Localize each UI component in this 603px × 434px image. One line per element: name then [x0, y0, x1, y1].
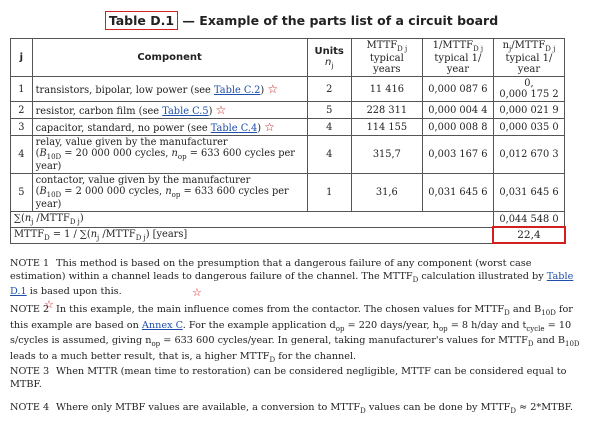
table-row: [11, 77, 565, 102]
note-3: NOTE 3 When MTTR (mean time to restoration) can be considered negligible, MTTF can be considered equal to MTBF.: [10, 366, 567, 390]
col-mttf: $MTTF_{D j}$ typical years: [351, 39, 422, 77]
cell-mttf: 114 155: [351, 119, 422, 136]
table-row: [11, 102, 565, 119]
cell-j: 2: [11, 102, 33, 119]
cell-units: 5: [307, 102, 351, 119]
star-icon: ☆: [192, 286, 202, 299]
cell-units: 4: [307, 136, 351, 174]
cell-mttf: 315,7: [351, 136, 422, 174]
cell-mttf: 228 311: [351, 102, 422, 119]
result-label: $MTTF_D = 1 / \sum(n_j$ $/MTTF_{D j}$) [years]: [11, 227, 494, 243]
col-ratio: $n_j/MTTF_{D j}$ typical 1/ year: [493, 39, 564, 77]
cell-ratio: 0,031 645 6: [493, 173, 564, 211]
star-icon: ☆: [264, 120, 275, 134]
note-1: NOTE 1 This method is based on the presumption that a dangerous failure of any component (worst case estimation) within a channel leads to dangerous failure of the channel. The $MTTF_D$ calculation illustrated by Table D.1 is based upon this.: [10, 258, 574, 298]
cell-ratio: 0,000 021 9: [493, 102, 564, 119]
star-icon: ☆: [44, 298, 54, 311]
cell-j: 4: [11, 136, 33, 174]
cell-j: 1: [11, 77, 33, 102]
cell-ratio: 0,012 670 3: [493, 136, 564, 174]
cell-inverse: 0,000 004 4: [422, 102, 493, 119]
table-row: [11, 136, 565, 174]
sum-label: $\sum(n_j$ $/MTTF_{D j}$): [11, 211, 494, 227]
col-units: Units $n_j$: [307, 39, 351, 77]
cell-component: capacitor, standard, no power (see Table C.4) ☆: [32, 119, 307, 136]
note-table-link[interactable]: Table D.1: [10, 270, 574, 298]
cell-mttf: 31,6: [351, 173, 422, 211]
cell-ratio: 0,000 035 0: [493, 119, 564, 136]
table-link[interactable]: Table C.5: [162, 106, 209, 117]
cell-ratio: 0, 0,000 175 2: [493, 77, 564, 102]
cell-inverse: 0,003 167 6: [422, 136, 493, 174]
annex-link[interactable]: Annex C: [141, 319, 183, 331]
table-row: [11, 119, 565, 136]
table-title: [0, 11, 603, 30]
cell-component: resistor, carbon film (see Table C.5) ☆: [32, 102, 307, 119]
cell-component: transistors, bipolar, low power (see Table C.2) ☆: [32, 77, 307, 102]
cell-j: 3: [11, 119, 33, 136]
table-link[interactable]: Table C.4: [210, 123, 258, 134]
cell-component: relay, value given by the manufacturer ($B_{10D} = 20$ 000 000 cycles, $n_{op} = 633$ 600 cycles per year): [32, 136, 307, 174]
table-link[interactable]: Table C.2: [213, 85, 261, 96]
col-inverse: $1/MTTF_{D j}$ typical 1/ year: [422, 39, 493, 77]
note-4: NOTE 4 Where only MTBF values are available, a conversion to $MTTF_D$ values can be done by $MTTF_D$ ≈ 2*MTBF.: [10, 402, 574, 415]
header-row: [11, 39, 565, 77]
col-j: j: [11, 39, 33, 77]
star-icon: ☆: [267, 82, 279, 96]
result-value[interactable]: 22,4: [493, 227, 564, 243]
cell-inverse: 0,000 087 6: [422, 77, 493, 102]
cell-inverse: 0,031 645 6: [422, 173, 493, 211]
cell-j: 5: [11, 173, 33, 211]
table-id-box[interactable]: Table D.1: [105, 11, 178, 30]
table-row: [11, 173, 565, 211]
cell-inverse: 0,000 008 8: [422, 119, 493, 136]
cell-units: 2: [307, 77, 351, 102]
sum-value: 0,044 548 0: [493, 211, 564, 227]
cell-units: 4: [307, 119, 351, 136]
result-row: [11, 227, 565, 243]
cell-mttf: 11 416: [351, 77, 422, 102]
col-component: Component: [32, 39, 307, 77]
sum-row: [11, 211, 565, 227]
cell-units: 1: [307, 173, 351, 211]
note-2: NOTE 2 In this example, the main influence comes from the contactor. The chosen values for $MTTF_D$ and $B_{10D}$ for this example are based on Annex C. For the example application $d_{op} = 220$ days/year, $h_{op} = 8$ h/day and $t_{cycle} = 10$ s/cycles is assumed, giving $n_{op} = 633$ 600 cycles/year. In general, taking manufacturer's values for $MTTF_D$ and $B_{10D}$ leads to a much better result, that is, a higher $MTTF_D$ for the channel.: [10, 304, 580, 364]
star-icon: ☆: [215, 103, 227, 117]
table-caption: — Example of the parts list of a circuit board: [182, 13, 499, 28]
parts-table: [10, 38, 565, 244]
cell-component: contactor, value given by the manufacturer ($B_{10D} = 2$ 000 000 cycles, $n_{op} = 633$ 600 cycles per year): [32, 173, 307, 211]
